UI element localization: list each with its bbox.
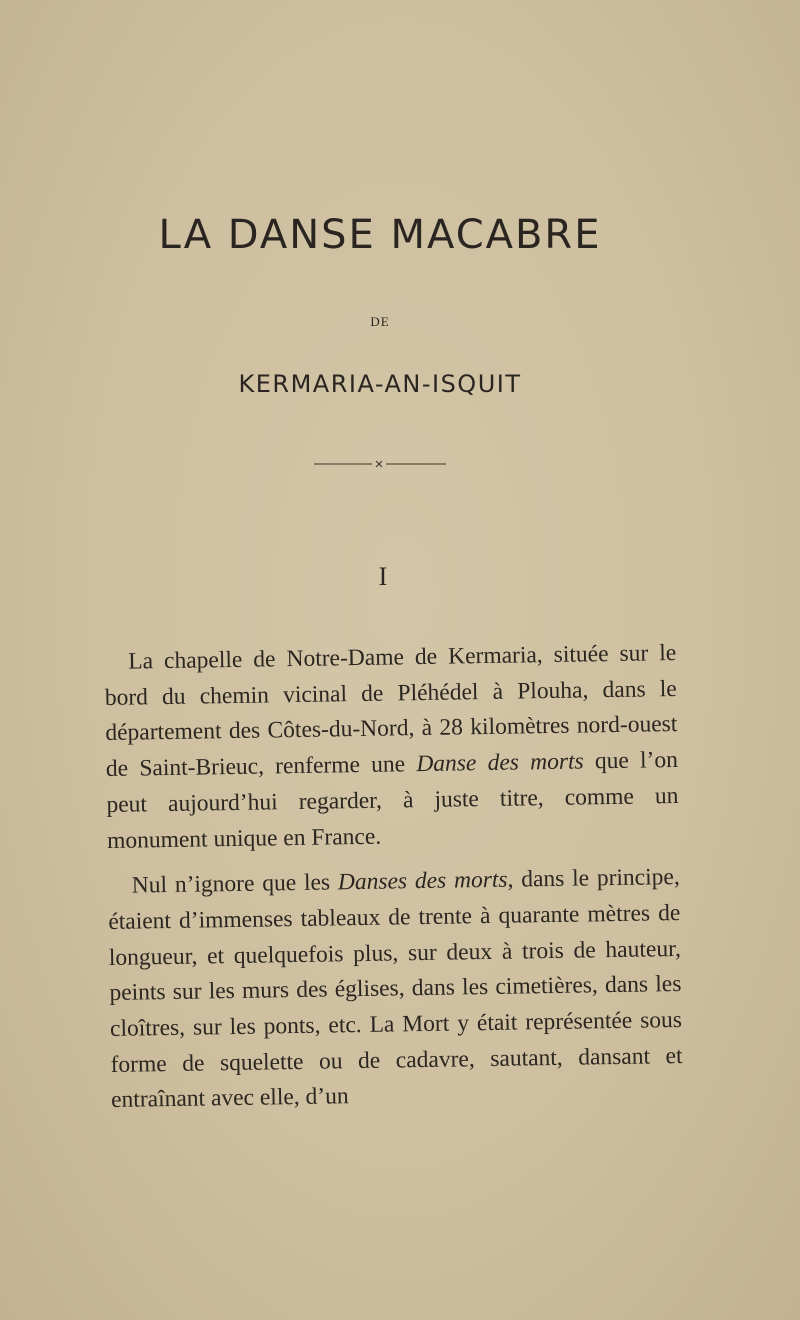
paragraph xyxy=(108,860,684,1119)
body-text xyxy=(104,636,684,1129)
paragraph-text: Nul n’ignore que les xyxy=(131,869,339,899)
paragraph-text: , dans le principe, étaient d’immenses tableaux de trente à quarante mètres de longueur, et quelquefois plus, sur deux à trois de hauteur, peints sur les murs des églises, dans les cimetières, dans les cloîtres, sur les ponts, etc. La Mort y était représentée sous forme de squelette ou de cadavre, sautant, dansant et entraînant avec elle, d’un xyxy=(108,864,683,1114)
chapter-subtitle: KERMARIA-AN-ISQUIT xyxy=(238,370,522,398)
dash-cross-ornament-icon xyxy=(314,454,446,474)
title-connector: DE xyxy=(370,314,390,329)
paragraph xyxy=(104,636,679,859)
italic-title-text: Danses des morts xyxy=(337,866,508,896)
italic-title-text: Danse des morts xyxy=(416,748,584,778)
paragraph-text: que l’on peut aujourd’hui regarder, à juste titre, comme un monument unique en France. xyxy=(106,747,679,854)
chapter-title: LA DANSE MACABRE xyxy=(158,212,602,258)
section-number: I xyxy=(378,562,388,591)
paragraph-text: La chapelle de Notre-Dame de Kermaria, située sur le bord du chemin vicinal de Pléhédel à Plouha, dans le département des Côtes-du-Nord, à 28 kilomètres nord-ouest de Saint-Brieuc, renferme une xyxy=(104,640,678,783)
